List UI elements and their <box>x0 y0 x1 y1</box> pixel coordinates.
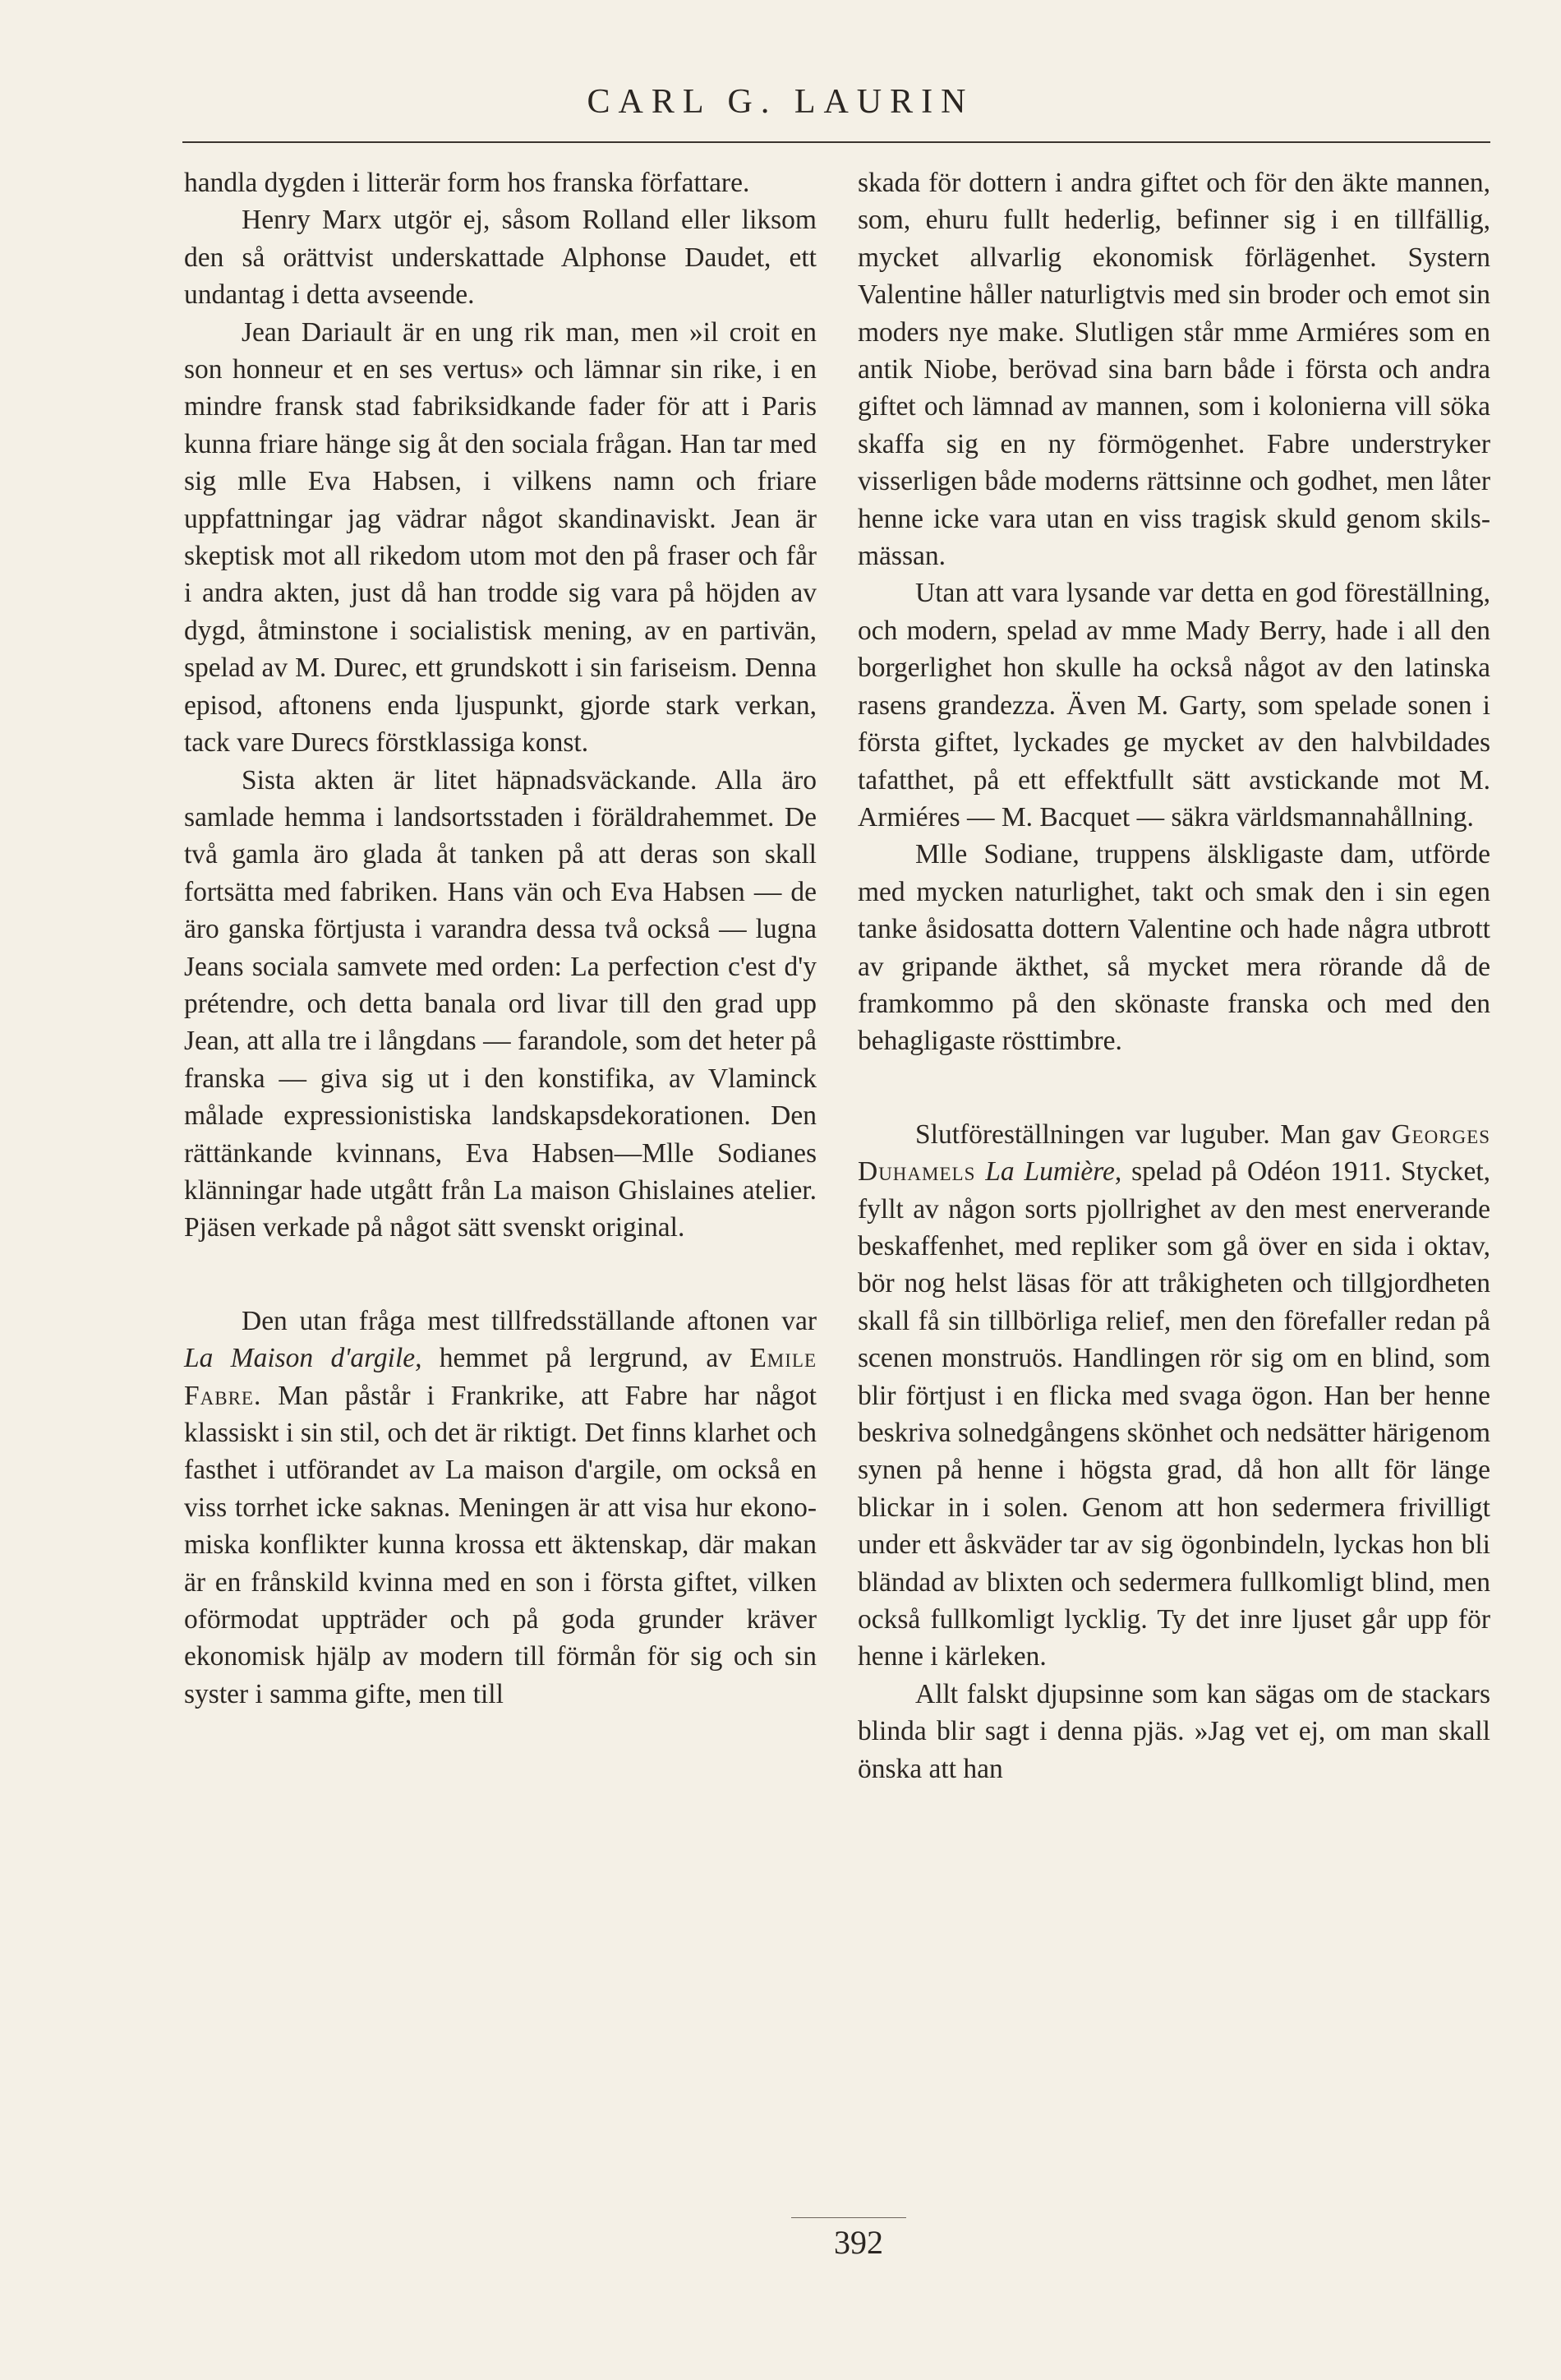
paragraph: handla dygden i litterär form hos franska författare. <box>184 168 750 198</box>
folio-rule <box>791 2217 906 2218</box>
paragraph: Mlle Sodiane, truppens älskligaste dam, utförde med mycken naturlighet, takt och smak den i sin egen tanke åsidosatta dottern Valentine och hade några utbrott av gripande äkthet, så mycket mera rörande då de framkommo på den skönaste franska och med den behagligaste rösttimbre. <box>858 839 1490 1057</box>
page-number: 392 <box>834 2224 883 2261</box>
paragraph: Sista akten är litet häpnadsväckande. Alla äro samlade hemma i landsortsstaden i föräldrahemmet. De två gamla äro glada åt tanken på att deras son skall fortsätta med fabriken. Hans vän och Eva Habsen — de äro ganska förtjusta i varandra dessa två också — lugna Jeans sociala samvete med orden: La perfection c'est d'y prétendre, och detta banala ord livar till den grad upp Jean, att alla tre i långdans — farandole, som det heter på franska — giva sig ut i den konstifika, av Vlaminck målade expressionistiska landskapsdekorationen. Den rättänkande kvinnans, Eva Habsen—Mlle Sodianes klänningar hade utgått från La maison Ghislaines atelier. Pjäsen verkade på något sätt svenskt original. <box>184 764 817 1243</box>
right-column <box>858 164 1490 1787</box>
paragraph: skada för dottern i andra giftet och för den äkte mannen, som, ehuru fullt hederlig, befinner sig i en tillfällig, mycket allvarlig ekonomisk förlägenhet. Systern Valentine håller naturligtvis med sin broder och emot sin moders nye make. Slutligen står mme Armiéres som en antik Niobe, berövad sina barn både i första och andra giftet och lämnad av mannen, som i kolonierna vill söka skaffa sig en ny förmögenhet. Fabre understryker visserligen både moderns rättsinne och godhet, men låter henne icke vara utan en viss tragisk skuld genom skilsmässan. <box>858 168 1490 572</box>
text-run: Man påstår i Frankrike, att Fabre har något klassiskt i sin stil, och det är riktigt. Det finns klarhet och fasthet i utförandet av La maison d'argile, om också en viss torrhet icke saknas. Meningen är att visa hur ekonomiska konflikter kunna krossa ett äktenskap, där makan är en frånskild kvinna med en son i första giftet, vilken oförmodat uppträder och på goda grunder kräver ekonomisk hjälp av modern till förmån för sig och sin syster i samma gifte, men till <box>184 1380 817 1709</box>
header-rule <box>182 141 1490 143</box>
play-title: La Lumière, <box>985 1156 1122 1188</box>
section-break <box>184 1247 817 1303</box>
paragraph: Allt falskt djupsinne som kan sägas om de stackars blinda blir sagt i denna pjäs. »Jag vet ej, om man skall önska att han <box>858 1678 1490 1784</box>
section-break <box>858 1060 1490 1116</box>
author-name: Emile Fabre. <box>184 1343 817 1411</box>
text-run: Den utan fråga mest tillfredsställande aftonen var <box>242 1305 817 1336</box>
paragraph <box>184 1303 817 1713</box>
running-head: CARL G. LAURIN <box>587 83 974 121</box>
paragraph: Utan att vara lysande var detta en god föreställning, och modern, spelad av mme Mady Berry, hade i all den borgerlighet hon skulle ha också något av den latinska rasens grandezza. Även M. Garty, som spelade sonen i första giftet, lyckades ge mycket av den halvbildades tafatthet, på ett effektfullt sätt avstickande mot M. Armiéres — M. Bacquet — säkra världsmannahållning. <box>858 578 1490 833</box>
text-run: Slutföreställningen var luguber. Man gav <box>915 1119 1381 1150</box>
play-title: La Maison d'argile, <box>184 1343 422 1374</box>
left-column <box>184 164 817 1713</box>
text-run: hemmet på lergrund, av <box>439 1343 733 1374</box>
paragraph <box>858 1116 1490 1676</box>
text-run: spelad på Odéon 1911. Stycket, fyllt av någon sorts pjollrighet av den mest enerverande beskaffenhet, med repliker som gå över en sida i oktav, bör nog helst läsas för att tråkigheten och tillgjordheten skall få sin tillbörliga relief, men den förefaller redan på scenen monstruös. Handlingen rör sig om en blind, som blir förtjust i en flicka med svaga ögon. Han ber henne beskriva solnedgångens skönhet och nedsätter härigenom synen på henne i högsta grad, då hon allt för länge blickar in i solen. Genom att hon sedermera frivilligt under ett åskväder tar av sig ögonbindeln, lyckas hon bli bländad av blixten och sedermera fullkomligt blind, men också fullkomligt lycklig. Ty det inre ljuset går upp för henne i kärleken. <box>858 1156 1491 1672</box>
paragraph: Jean Dariault är en ung rik man, men »il croit en son honneur et en ses vertus» och lämnar sin rike, i en mindre fransk stad fabriksidkande fader för att i Paris kunna friare hänge sig åt den sociala frågan. Han tar med sig mlle Eva Habsen, i vilkens namn och friare uppfattningar jag vädrar något skandinaviskt. Jean är skeptisk mot all rikedom utom mot den på fraser och får i andra akten, just då han trodde sig vara på höjden av dygd, åtminstone i socialistisk mening, av en partivän, spelad av M. Durec, ett grundskott i sin fariseism. Denna episod, aftonens enda ljuspunkt, gjorde stark verkan, tack vare Durecs förstklassiga konst. <box>184 316 817 759</box>
paragraph: Henry Marx utgör ej, såsom Rolland eller liksom den så orättvist underskattade Alphonse Daudet, ett undantag i detta avseende. <box>184 205 817 311</box>
author-name: Georges Duhamels <box>858 1119 1491 1188</box>
